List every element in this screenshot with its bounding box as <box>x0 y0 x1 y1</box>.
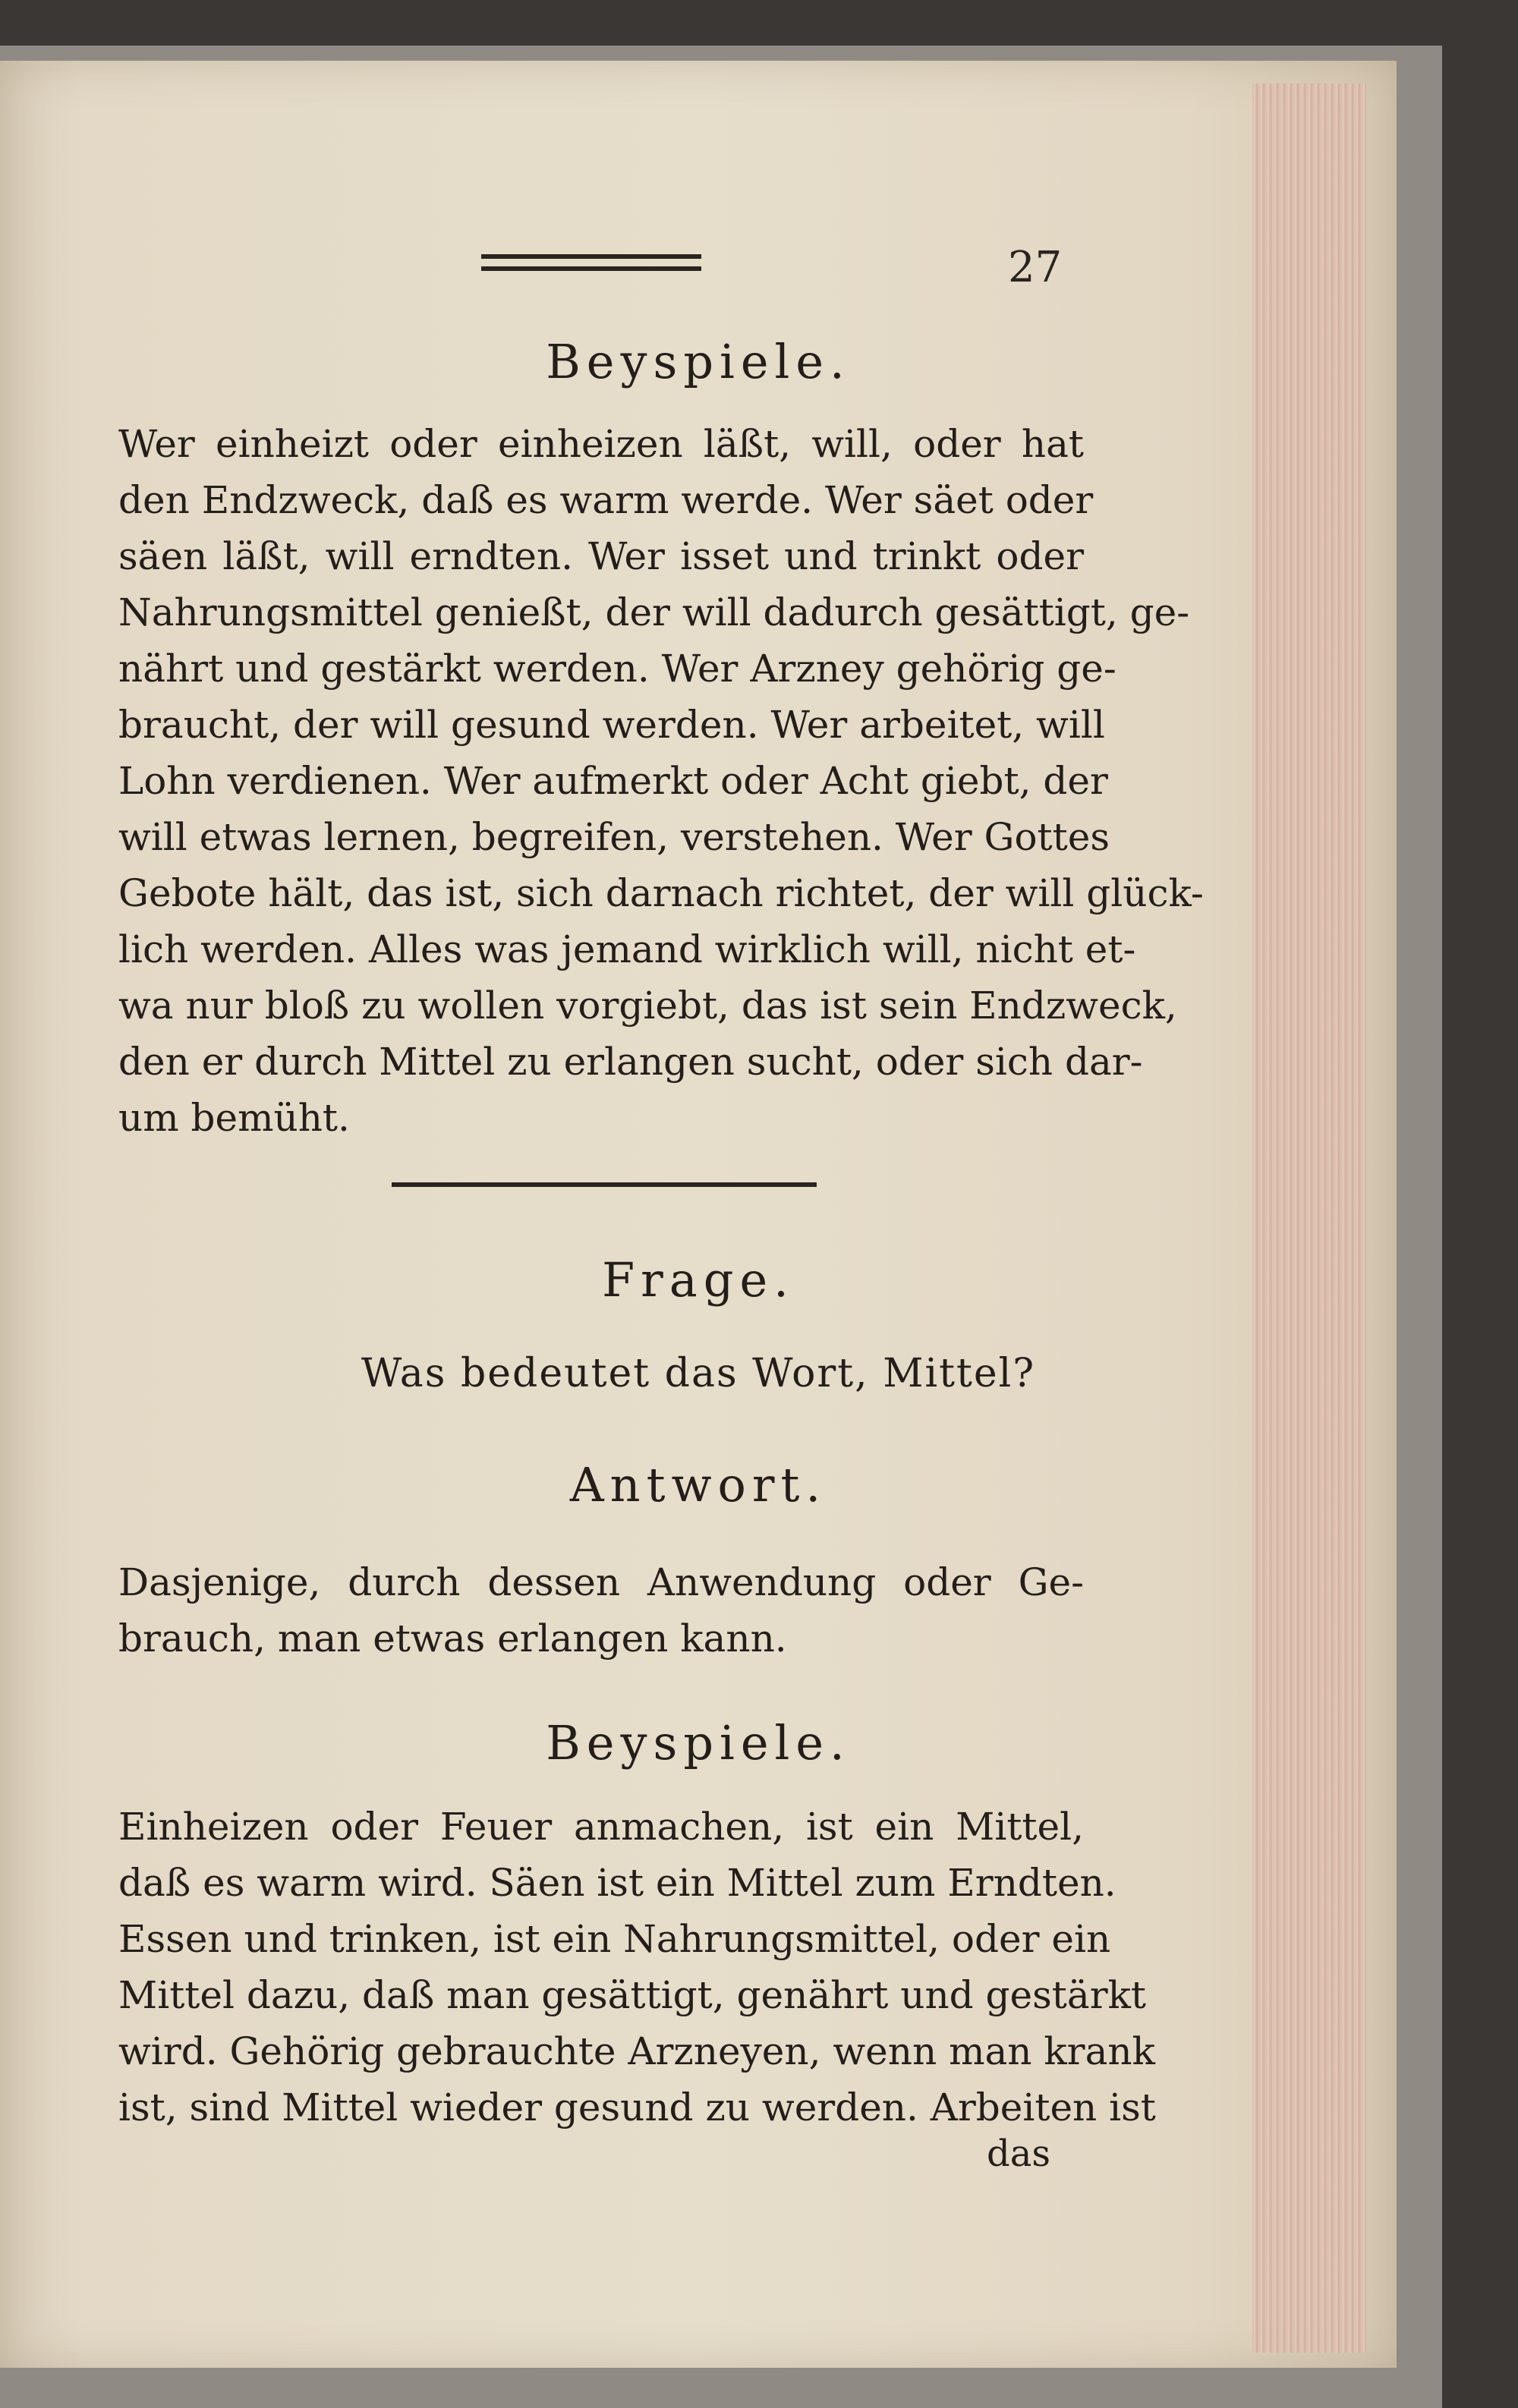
page-number: 27 <box>1008 243 1063 292</box>
text-line: den Endzweck, daß es warm werde. Wer säet oder <box>118 478 1094 522</box>
question-text: Was bedeutet das Wort, Mittel? <box>361 1351 1036 1396</box>
examples-paragraph-2 <box>118 1799 1156 2136</box>
text-line: Nahrungsmittel genießt, der will dadurch gesättigt, ge- <box>118 590 1190 634</box>
answer-heading: Antwort. <box>569 1457 827 1512</box>
text-line: wird. Gehörig gebrauchte Arzneyen, wenn man krank <box>118 2029 1155 2073</box>
text-line: lich werden. Alles was jemand wirklich will, nicht et- <box>118 927 1136 971</box>
text-line: wa nur bloß zu wollen vorgiebt, das ist sein Endzweck, <box>118 984 1177 1028</box>
text-line: um bemüht. <box>118 1096 350 1140</box>
section-heading-examples-2: Beyspiele. <box>546 1715 851 1771</box>
text-line: braucht, der will gesund werden. Wer arbeitet, will <box>118 703 1105 747</box>
text-line: säen läßt, will erndten. Wer isset und trinkt oder <box>118 534 1084 578</box>
text-line: brauch, man etwas erlangen kann. <box>118 1616 787 1660</box>
header-double-rule <box>481 254 701 271</box>
text-line: Wer einheizt oder einheizen läßt, will, oder hat <box>118 422 1084 466</box>
catchword: das <box>987 2133 1050 2175</box>
text-line: Mittel dazu, daß man gesättigt, genährt und gestärkt <box>118 1973 1147 2017</box>
text-line: den er durch Mittel zu erlangen sucht, oder sich dar- <box>118 1040 1143 1084</box>
section-divider-rule <box>392 1182 817 1187</box>
section-heading-examples: Beyspiele. <box>546 334 851 389</box>
text-line: daß es warm wird. Säen ist ein Mittel zum Erndten. <box>118 1861 1116 1905</box>
text-line: ist, sind Mittel wieder gesund zu werden. Arbeiten ist <box>118 2085 1156 2129</box>
text-line: nährt und gestärkt werden. Wer Arzney gehörig ge- <box>118 647 1116 691</box>
text-line: Einheizen oder Feuer anmachen, ist ein Mittel, <box>118 1805 1084 1849</box>
page-edges <box>1252 83 1366 2353</box>
text-line: Dasjenige, durch dessen Anwendung oder Ge- <box>118 1560 1084 1604</box>
examples-paragraph <box>118 416 1204 1146</box>
text-line: Gebote hält, das ist, sich darnach richtet, der will glück- <box>118 871 1204 915</box>
text-line: will etwas lernen, begreifen, verstehen. Wer Gottes <box>118 815 1110 859</box>
question-heading: Frage. <box>602 1252 795 1308</box>
text-line: Lohn verdienen. Wer aufmerkt oder Acht giebt, der <box>118 759 1108 803</box>
answer-paragraph <box>118 1554 1084 1667</box>
text-line: Essen und trinken, ist ein Nahrungsmittel, oder ein <box>118 1917 1111 1961</box>
